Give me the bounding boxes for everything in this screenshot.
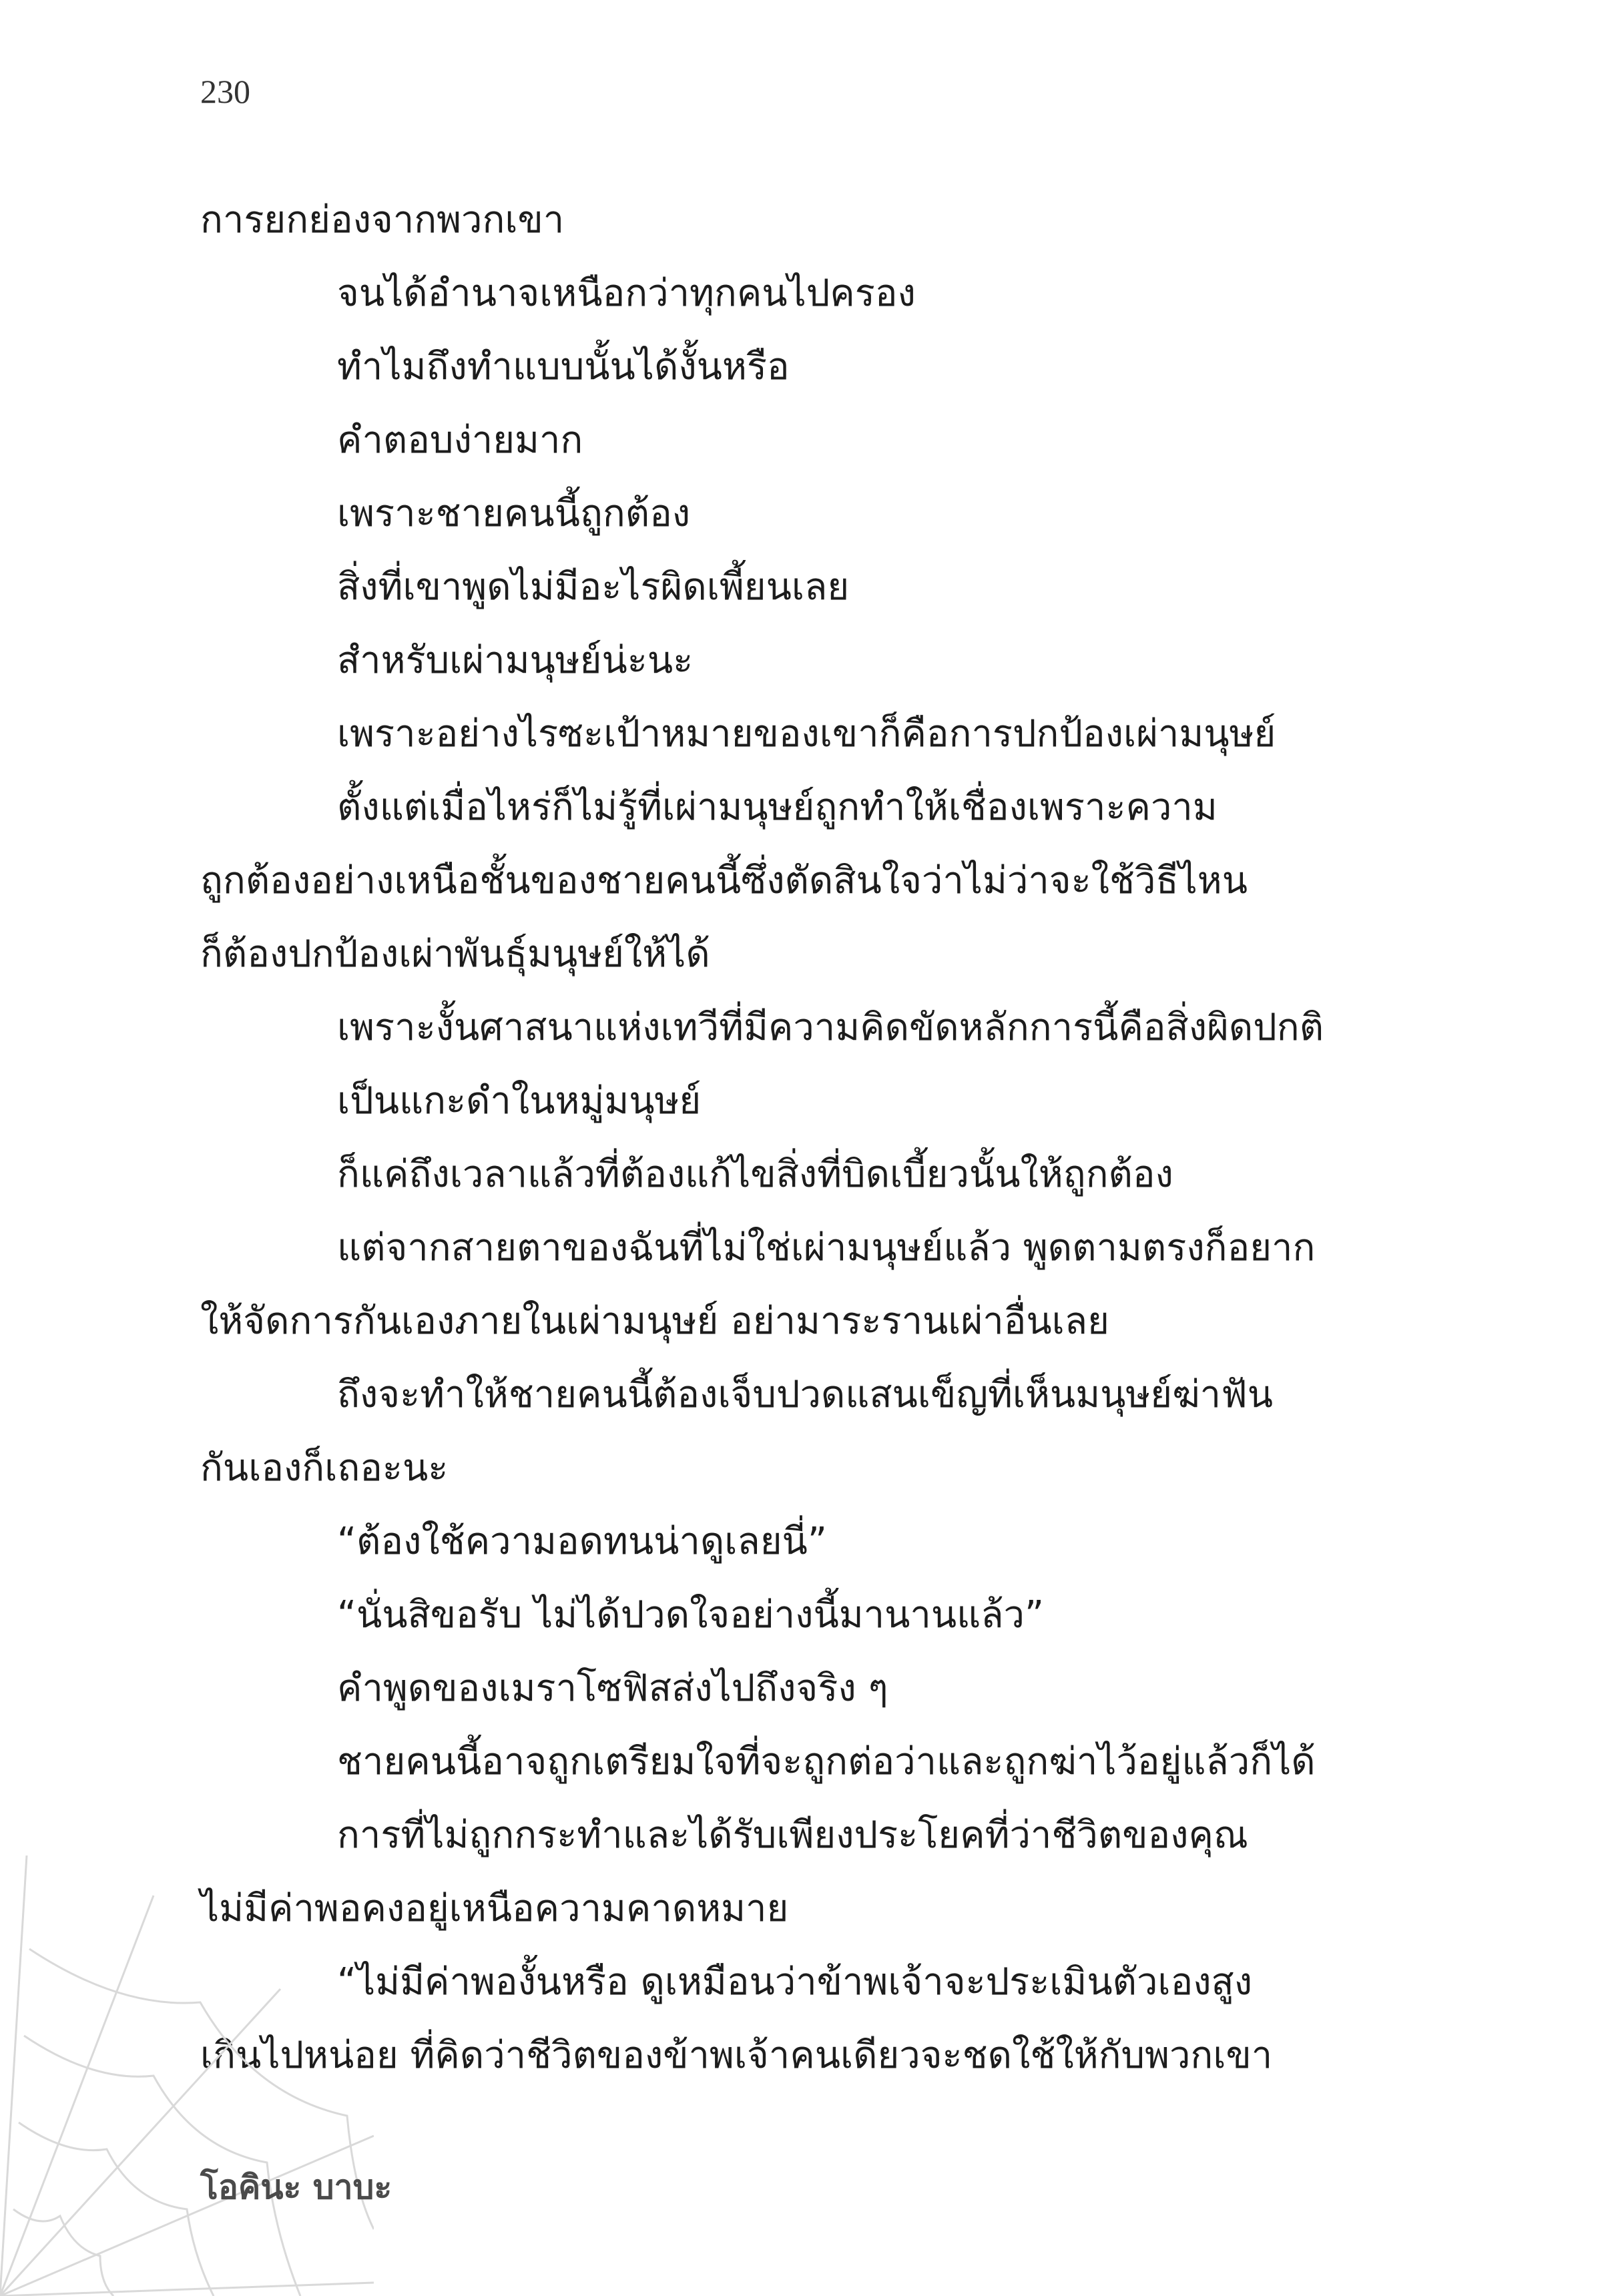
text-line: คำพูดของเมราโซฟิสส่งไปถึงจริง ๆ xyxy=(337,1667,888,1710)
text-line: “ต้องใช้ความอดทนน่าดูเลยนี่” xyxy=(337,1520,827,1563)
text-line: ถึงจะทำให้ชายคนนี้ต้องเจ็บปวดแสนเข็ญที่เห็นมนุษย์ฆ่าฟัน xyxy=(337,1373,1274,1416)
text-line: คำตอบง่ายมาก xyxy=(337,418,583,462)
text-line: ไม่มีค่าพอคงอยู่เหนือความคาดหมาย xyxy=(200,1887,789,1930)
text-line: ตั้งแต่เมื่อไหร่ก็ไม่รู้ที่เผ่ามนุษย์ถูกทำให้เชื่องเพราะความ xyxy=(337,786,1218,829)
spider-web-icon xyxy=(0,1855,374,2296)
text-line: “ไม่มีค่าพองั้นหรือ ดูเหมือนว่าข้าพเจ้าจะประเมินตัวเองสูง xyxy=(337,1960,1253,2004)
text-line: จนได้อำนาจเหนือกว่าทุกคนไปครอง xyxy=(337,272,916,315)
text-line: แต่จากสายตาของฉันที่ไม่ใช่เผ่ามนุษย์แล้ว พูดตามตรงก็อยาก xyxy=(337,1226,1316,1269)
text-line: เกินไปหน่อย ที่คิดว่าชีวิตของข้าพเจ้าคนเดียวจะชดใช้ให้กับพวกเขา xyxy=(200,2034,1273,2077)
text-line: ก็ต้องปกป้องเผ่าพันธุ์มนุษย์ให้ได้ xyxy=(200,932,710,976)
text-line: ทำไมถึงทำแบบนั้นได้งั้นหรือ xyxy=(337,345,790,388)
text-line: เพราะอย่างไรซะเป้าหมายของเขาก็คือการปกป้องเผ่ามนุษย์ xyxy=(337,712,1276,756)
text-line: ก็แค่ถึงเวลาแล้วที่ต้องแก้ไขสิ่งที่บิดเบี้ยวนั้นให้ถูกต้อง xyxy=(337,1153,1173,1196)
text-line: กันเองก็เถอะนะ xyxy=(200,1446,449,1490)
text-line: สำหรับเผ่ามนุษย์น่ะนะ xyxy=(337,639,694,682)
text-line: เพราะงั้นศาสนาแห่งเทวีที่มีความคิดขัดหลักการนี้คือสิ่งผิดปกติ xyxy=(337,1006,1324,1049)
text-line: เพราะชายคนนี้ถูกต้อง xyxy=(337,492,691,535)
text-line: สิ่งที่เขาพูดไม่มีอะไรผิดเพี้ยนเลย xyxy=(337,565,850,609)
footer-author: โอคินะ บาบะ xyxy=(200,2168,392,2207)
text-line: เป็นแกะดำในหมู่มนุษย์ xyxy=(337,1079,702,1123)
page-number: 230 xyxy=(200,73,250,110)
text-line: การที่ไม่ถูกกระทำและได้รับเพียงประโยคที่ว่าชีวิตของคุณ xyxy=(337,1813,1248,1857)
text-line: ให้จัดการกันเองภายในเผ่ามนุษย์ อย่ามาระรานเผ่าอื่นเลย xyxy=(200,1300,1109,1343)
text-line: “นั่นสิขอรับ ไม่ได้ปวดใจอย่างนี้มานานแล้ว” xyxy=(337,1593,1044,1637)
text-line: ถูกต้องอย่างเหนือชั้นของชายคนนี้ซึ่งตัดสินใจว่าไม่ว่าจะใช้วิธีไหน xyxy=(200,859,1248,902)
text-line: ชายคนนี้อาจถูกเตรียมใจที่จะถูกต่อว่าและถูกฆ่าไว้อยู่แล้วก็ได้ xyxy=(337,1740,1316,1783)
text-line: การยกย่องจากพวกเขา xyxy=(200,198,565,242)
